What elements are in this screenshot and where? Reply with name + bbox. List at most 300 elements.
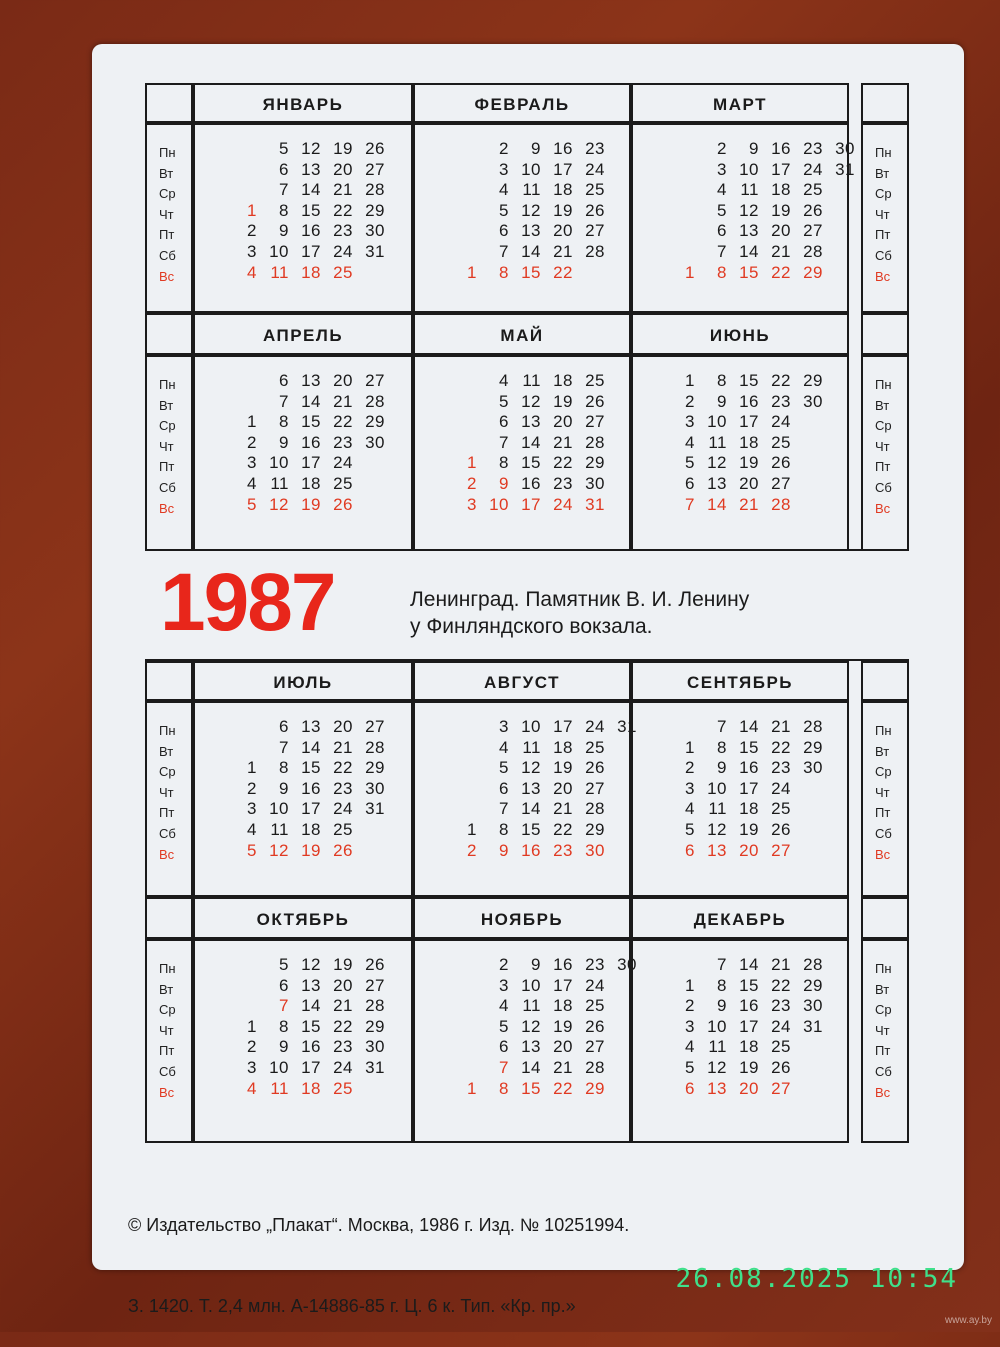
day-label: Сб xyxy=(875,826,892,841)
day-number: 20 xyxy=(553,1037,573,1057)
day-number: 2 xyxy=(247,1037,257,1057)
day-number: 22 xyxy=(771,371,791,390)
day-number: 28 xyxy=(365,180,385,200)
day-number: 25 xyxy=(771,1037,791,1057)
day-number: 28 xyxy=(771,494,791,514)
day-number: 17 xyxy=(739,778,759,798)
day-number: 30 xyxy=(803,391,823,411)
day-number: 22 xyxy=(771,737,791,757)
day-number: 1 xyxy=(247,1016,257,1036)
day-number: 21 xyxy=(771,955,791,974)
day-number: 13 xyxy=(521,778,541,798)
day-number: 4 xyxy=(247,820,257,839)
day-number: 14 xyxy=(739,242,759,261)
day-number: 6 xyxy=(717,221,727,241)
day-number: 16 xyxy=(301,221,321,241)
day-number: 31 xyxy=(803,1016,823,1036)
day-number: 6 xyxy=(279,371,289,390)
day-number: 16 xyxy=(739,758,759,778)
day-number: 30 xyxy=(803,996,823,1016)
day-number: 7 xyxy=(279,737,289,757)
day-number: 25 xyxy=(585,180,605,200)
day-number: 18 xyxy=(553,996,573,1016)
day-number: 2 xyxy=(685,996,695,1016)
day-number: 27 xyxy=(803,221,823,241)
day-number: 22 xyxy=(771,975,791,995)
day-label-column-header xyxy=(861,661,909,701)
day-label: Пн xyxy=(875,145,892,160)
day-number: 25 xyxy=(585,996,605,1016)
day-label: Ср xyxy=(875,186,892,202)
day-number: 21 xyxy=(333,391,353,411)
month-name: АПРЕЛЬ xyxy=(262,326,344,345)
day-number: 16 xyxy=(739,996,759,1016)
day-label: Чт xyxy=(159,206,174,222)
day-number: 5 xyxy=(685,1058,695,1077)
day-number: 2 xyxy=(467,840,477,860)
day-number: 18 xyxy=(739,799,759,819)
day-number: 3 xyxy=(685,1016,695,1036)
day-number: 3 xyxy=(685,412,695,432)
day-number: 5 xyxy=(717,200,727,220)
month-header xyxy=(631,313,849,355)
day-label: Пн xyxy=(159,723,176,738)
day-number: 9 xyxy=(279,1037,289,1057)
day-label-column-header xyxy=(861,313,909,355)
day-number: 24 xyxy=(771,778,791,798)
day-number: 20 xyxy=(333,975,353,995)
month-days xyxy=(631,701,849,897)
day-number: 2 xyxy=(247,221,257,241)
day-number: 27 xyxy=(365,371,385,390)
day-number: 9 xyxy=(717,996,727,1016)
day-number: 7 xyxy=(685,494,695,514)
day-number: 24 xyxy=(803,159,823,179)
day-number: 31 xyxy=(365,242,385,261)
day-number: 30 xyxy=(365,778,385,798)
day-number: 15 xyxy=(739,975,759,995)
day-label: Чт xyxy=(159,438,174,454)
day-number: 22 xyxy=(333,200,353,220)
day-number: 14 xyxy=(301,996,321,1016)
month-header xyxy=(413,313,631,355)
day-number: 25 xyxy=(585,371,605,390)
day-number: 25 xyxy=(333,262,353,282)
day-number: 17 xyxy=(739,412,759,432)
day-label: Сб xyxy=(875,248,892,263)
day-number: 6 xyxy=(279,717,289,736)
day-number: 20 xyxy=(739,474,759,493)
day-number: 27 xyxy=(365,717,385,736)
day-number: 7 xyxy=(717,955,727,974)
day-number: 8 xyxy=(717,262,727,282)
day-number: 4 xyxy=(247,262,257,282)
day-number: 25 xyxy=(333,474,353,493)
day-number: 6 xyxy=(279,975,289,995)
day-number: 17 xyxy=(301,799,321,819)
day-number: 30 xyxy=(585,474,605,493)
month-name: ОКТЯБРЬ xyxy=(256,910,350,929)
day-label: Пт xyxy=(875,227,891,243)
day-label: Вс xyxy=(875,1084,891,1100)
day-number: 18 xyxy=(739,432,759,452)
day-number: 28 xyxy=(585,1058,605,1077)
day-number: 13 xyxy=(707,840,727,860)
day-number: 21 xyxy=(553,242,573,261)
day-number: 15 xyxy=(301,200,321,220)
day-label: Сб xyxy=(159,480,176,495)
day-number: 12 xyxy=(707,820,727,839)
day-number: 19 xyxy=(553,391,573,411)
day-number: 4 xyxy=(247,474,257,493)
day-number: 11 xyxy=(270,474,289,493)
day-number: 15 xyxy=(301,1016,321,1036)
day-number: 21 xyxy=(553,799,573,819)
day-number: 7 xyxy=(499,432,509,452)
day-number: 8 xyxy=(499,262,509,282)
day-label: Сб xyxy=(159,1064,176,1079)
day-number: 23 xyxy=(553,474,573,493)
day-number: 10 xyxy=(521,717,541,736)
day-label: Пт xyxy=(159,1043,175,1059)
site-watermark: www.ay.by xyxy=(944,1315,992,1326)
day-label: Ср xyxy=(159,186,176,202)
day-number: 15 xyxy=(739,371,759,390)
photo-timestamp: 26.08.2025 10:54 xyxy=(675,1264,958,1294)
day-number: 19 xyxy=(771,200,791,220)
day-label: Сб xyxy=(159,826,176,841)
day-number: 24 xyxy=(585,717,605,736)
day-number: 31 xyxy=(585,494,605,514)
day-label: Пт xyxy=(159,459,175,475)
month-days xyxy=(193,123,413,313)
day-number: 10 xyxy=(707,1016,727,1036)
day-label: Вс xyxy=(875,268,891,284)
day-number: 28 xyxy=(585,432,605,452)
day-number: 20 xyxy=(333,371,353,390)
day-number: 12 xyxy=(521,1016,541,1036)
day-number: 16 xyxy=(521,840,541,860)
day-number: 7 xyxy=(499,799,509,819)
day-number: 21 xyxy=(771,717,791,736)
day-label-column-header xyxy=(145,897,193,939)
day-number: 18 xyxy=(301,262,321,282)
day-number: 18 xyxy=(553,737,573,757)
month-name: ФЕВРАЛЬ xyxy=(474,95,570,114)
day-number: 23 xyxy=(585,139,605,158)
day-label: Чт xyxy=(159,784,174,800)
day-label: Сб xyxy=(875,1064,892,1079)
day-label: Пн xyxy=(159,377,176,392)
day-number: 29 xyxy=(585,1078,605,1098)
day-number: 30 xyxy=(585,840,605,860)
day-number: 9 xyxy=(531,139,541,158)
day-number: 10 xyxy=(521,975,541,995)
day-number: 6 xyxy=(279,159,289,179)
day-number: 2 xyxy=(685,391,695,411)
day-number: 15 xyxy=(521,820,541,839)
day-number: 7 xyxy=(499,242,509,261)
day-number: 24 xyxy=(585,975,605,995)
day-number: 28 xyxy=(803,717,823,736)
day-number: 22 xyxy=(553,262,573,282)
caption-line-2: у Финляндского вокзала. xyxy=(410,615,653,638)
day-label: Вт xyxy=(159,397,174,413)
day-number: 17 xyxy=(553,975,573,995)
day-number: 12 xyxy=(269,494,289,514)
day-number: 19 xyxy=(333,955,353,974)
day-number: 19 xyxy=(333,139,353,158)
day-number: 5 xyxy=(247,494,257,514)
day-number: 3 xyxy=(499,975,509,995)
day-number: 9 xyxy=(499,840,509,860)
day-label: Вт xyxy=(875,397,890,413)
day-number: 25 xyxy=(333,1078,353,1098)
day-number: 26 xyxy=(585,200,605,220)
caption-line-1: Ленинград. Памятник В. И. Ленину xyxy=(410,588,750,611)
day-number: 15 xyxy=(521,262,541,282)
day-number: 22 xyxy=(333,758,353,778)
day-number: 26 xyxy=(771,453,791,473)
month-header xyxy=(631,897,849,939)
day-number: 19 xyxy=(739,820,759,839)
day-number: 7 xyxy=(279,180,289,200)
month-header xyxy=(631,661,849,701)
day-number: 23 xyxy=(771,391,791,411)
day-number: 14 xyxy=(521,1058,541,1077)
day-number: 9 xyxy=(279,221,289,241)
day-number: 16 xyxy=(301,1037,321,1057)
day-number: 4 xyxy=(499,996,509,1016)
day-number: 13 xyxy=(707,474,727,493)
day-label: Пн xyxy=(875,961,892,976)
day-number: 11 xyxy=(522,180,541,200)
day-number: 19 xyxy=(301,840,321,860)
day-number: 29 xyxy=(585,453,605,473)
day-number: 17 xyxy=(553,159,573,179)
day-number: 13 xyxy=(301,975,321,995)
day-number: 20 xyxy=(553,412,573,432)
day-number: 13 xyxy=(521,221,541,241)
day-number: 27 xyxy=(585,1037,605,1057)
month-name: СЕНТЯБРЬ xyxy=(686,673,794,692)
day-number: 17 xyxy=(301,453,321,473)
day-number: 23 xyxy=(333,432,353,452)
day-number: 11 xyxy=(522,371,541,390)
day-number: 10 xyxy=(489,494,509,514)
day-number: 3 xyxy=(717,159,727,179)
day-number: 19 xyxy=(553,1016,573,1036)
day-number: 14 xyxy=(739,955,759,974)
day-number: 11 xyxy=(270,820,289,839)
month-header xyxy=(631,83,849,123)
day-number: 7 xyxy=(717,242,727,261)
day-number: 17 xyxy=(739,1016,759,1036)
day-number: 8 xyxy=(499,1078,509,1098)
day-number: 3 xyxy=(685,778,695,798)
day-number: 13 xyxy=(521,1037,541,1057)
day-label: Вт xyxy=(159,165,174,181)
day-number: 4 xyxy=(685,432,695,452)
day-number: 21 xyxy=(553,432,573,452)
day-number: 8 xyxy=(717,975,727,995)
imprint-line-2: З. 1420. Т. 2,4 млн. А-14886-85 г. Ц. 6 к. Тип. «Кр. пр.» xyxy=(128,1296,576,1316)
day-labels-right xyxy=(861,701,909,897)
month-name: ИЮЛЬ xyxy=(273,673,333,692)
month-days xyxy=(413,123,631,313)
day-label: Чт xyxy=(875,206,890,222)
day-number: 28 xyxy=(365,737,385,757)
day-number: 26 xyxy=(803,200,823,220)
day-number: 12 xyxy=(301,139,321,158)
day-number: 20 xyxy=(771,221,791,241)
day-number: 24 xyxy=(333,453,353,473)
day-number: 16 xyxy=(553,139,573,158)
day-number: 27 xyxy=(585,412,605,432)
day-number: 30 xyxy=(617,955,637,974)
day-number: 6 xyxy=(685,474,695,493)
day-number: 4 xyxy=(499,371,509,390)
day-number: 4 xyxy=(247,1078,257,1098)
calendar-year: 1987 xyxy=(160,557,335,648)
day-number: 14 xyxy=(521,242,541,261)
day-number: 15 xyxy=(739,737,759,757)
day-labels-right xyxy=(861,939,909,1143)
day-labels-left xyxy=(145,939,193,1143)
day-number: 29 xyxy=(585,820,605,839)
day-number: 10 xyxy=(707,778,727,798)
day-number: 8 xyxy=(279,200,289,220)
day-label: Ср xyxy=(875,418,892,434)
day-label: Пт xyxy=(159,805,175,821)
day-number: 27 xyxy=(585,778,605,798)
day-number: 14 xyxy=(707,494,727,514)
day-number: 31 xyxy=(365,799,385,819)
day-number: 22 xyxy=(553,1078,573,1098)
month-days xyxy=(413,701,637,897)
day-number: 8 xyxy=(279,1016,289,1036)
day-number: 5 xyxy=(499,1016,509,1036)
month-name: ИЮНЬ xyxy=(709,326,771,345)
day-number: 2 xyxy=(499,955,509,974)
day-number: 20 xyxy=(553,778,573,798)
day-number: 23 xyxy=(333,1037,353,1057)
day-number: 1 xyxy=(685,737,695,757)
day-number: 7 xyxy=(717,717,727,736)
day-number: 1 xyxy=(467,262,477,282)
day-number: 11 xyxy=(708,432,727,452)
day-number: 21 xyxy=(553,1058,573,1077)
day-number: 16 xyxy=(771,139,791,158)
day-label: Ср xyxy=(875,1002,892,1018)
day-label: Сб xyxy=(875,480,892,495)
day-number: 19 xyxy=(739,453,759,473)
day-number: 2 xyxy=(499,139,509,158)
day-number: 29 xyxy=(365,1016,385,1036)
day-number: 29 xyxy=(803,371,823,390)
day-number: 8 xyxy=(279,758,289,778)
day-number: 24 xyxy=(771,412,791,432)
day-number: 29 xyxy=(803,737,823,757)
day-number: 12 xyxy=(521,391,541,411)
day-label: Пн xyxy=(875,377,892,392)
day-number: 11 xyxy=(270,1078,289,1098)
day-number: 5 xyxy=(279,955,289,974)
day-labels-right xyxy=(861,123,909,313)
month-days xyxy=(631,355,849,551)
month-days xyxy=(193,355,413,551)
day-number: 12 xyxy=(521,758,541,778)
day-number: 29 xyxy=(365,758,385,778)
month-days xyxy=(413,939,637,1143)
month-header xyxy=(193,313,413,355)
day-number: 24 xyxy=(771,1016,791,1036)
day-number: 17 xyxy=(301,1058,321,1077)
day-number: 1 xyxy=(467,820,477,839)
day-number: 15 xyxy=(521,1078,541,1098)
day-number: 13 xyxy=(521,412,541,432)
day-number: 24 xyxy=(585,159,605,179)
day-number: 25 xyxy=(333,820,353,839)
day-number: 23 xyxy=(771,758,791,778)
day-number: 28 xyxy=(803,955,823,974)
day-number: 8 xyxy=(499,453,509,473)
day-number: 30 xyxy=(835,139,855,158)
day-number: 24 xyxy=(333,242,353,261)
day-label-column-header xyxy=(861,83,909,123)
day-number: 22 xyxy=(553,820,573,839)
day-number: 14 xyxy=(739,717,759,736)
day-number: 8 xyxy=(279,412,289,432)
day-number: 27 xyxy=(771,840,791,860)
day-number: 5 xyxy=(499,758,509,778)
day-number: 13 xyxy=(739,221,759,241)
day-number: 19 xyxy=(301,494,321,514)
day-number: 11 xyxy=(740,180,759,200)
day-number: 16 xyxy=(553,955,573,974)
day-number: 1 xyxy=(685,975,695,995)
day-number: 26 xyxy=(365,139,385,158)
day-number: 27 xyxy=(365,159,385,179)
day-number: 25 xyxy=(585,737,605,757)
day-number: 17 xyxy=(301,242,321,261)
day-number: 7 xyxy=(499,1058,509,1077)
day-label: Вс xyxy=(159,846,175,862)
day-number: 6 xyxy=(499,1037,509,1057)
day-number: 4 xyxy=(499,737,509,757)
day-number: 26 xyxy=(333,840,353,860)
day-number: 3 xyxy=(467,494,477,514)
month-days xyxy=(193,939,413,1143)
day-number: 17 xyxy=(553,717,573,736)
day-number: 27 xyxy=(771,1078,791,1098)
day-label: Пн xyxy=(159,145,176,160)
day-number: 5 xyxy=(279,139,289,158)
day-number: 23 xyxy=(803,139,823,158)
month-days xyxy=(631,939,849,1143)
day-number: 25 xyxy=(803,180,823,200)
day-number: 19 xyxy=(553,758,573,778)
day-number: 31 xyxy=(617,717,637,736)
day-number: 11 xyxy=(522,996,541,1016)
day-label-column-header xyxy=(145,313,193,355)
day-number: 11 xyxy=(708,799,727,819)
day-number: 16 xyxy=(301,432,321,452)
month-header xyxy=(413,897,631,939)
day-number: 3 xyxy=(499,717,509,736)
day-number: 10 xyxy=(269,453,289,473)
day-number: 24 xyxy=(553,494,573,514)
